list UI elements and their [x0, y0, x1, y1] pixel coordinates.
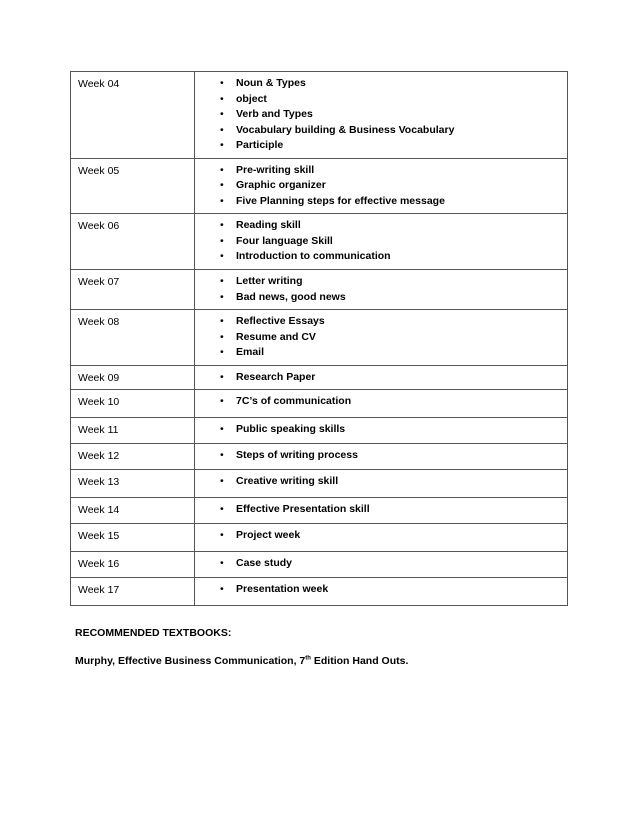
bullet-icon: • [220, 529, 224, 541]
bullet-icon: • [220, 250, 224, 262]
topic-item [195, 138, 567, 154]
topic-text: Research Paper [236, 370, 316, 383]
bullet-icon: • [220, 557, 224, 569]
topic-item [195, 474, 567, 490]
topic-item [195, 290, 567, 306]
topic-item [195, 163, 567, 179]
topics-cell [195, 270, 568, 310]
topic-item [195, 249, 567, 265]
topic-item [195, 274, 567, 290]
topic-list [195, 502, 567, 518]
bullet-icon: • [220, 92, 224, 105]
schedule-row [71, 310, 568, 366]
bullet-icon: • [220, 346, 224, 358]
topic-item [195, 345, 567, 361]
topic-text: Creative writing skill [236, 475, 339, 487]
bullet-icon: • [220, 139, 224, 151]
topics-cell [195, 578, 568, 606]
bullet-icon: • [220, 77, 224, 89]
schedule-row [71, 524, 568, 552]
week-cell: Week 14 [71, 498, 195, 524]
topic-item [195, 218, 567, 234]
topic-item [195, 502, 567, 518]
week-cell: Week 12 [71, 444, 195, 470]
bullet-icon: • [220, 503, 224, 515]
topic-text: Vocabulary building & Business Vocabulary [236, 123, 455, 136]
topic-text: Resume and CV [236, 330, 316, 343]
topics-cell [195, 444, 568, 470]
topic-text: 7C’s of communication [236, 395, 352, 407]
schedule-row [71, 270, 568, 310]
topic-item [195, 394, 567, 410]
topic-item [195, 556, 567, 572]
topic-text: Pre-writing skill [236, 163, 315, 176]
bullet-icon: • [220, 275, 224, 287]
bullet-icon: • [220, 475, 224, 487]
topic-text: Graphic organizer [236, 179, 326, 191]
topic-list [195, 582, 567, 598]
weekly-schedule-table [70, 71, 568, 606]
schedule-row [71, 552, 568, 578]
topic-list [195, 274, 567, 305]
topics-cell [195, 418, 568, 444]
bullet-icon: • [220, 123, 224, 136]
topic-text: Effective Presentation skill [236, 503, 370, 515]
textbook-entry-text: Murphy, Effective Business Communication, 7 [75, 655, 306, 667]
topic-text: Letter writing [236, 275, 303, 287]
week-cell: Week 10 [71, 390, 195, 418]
textbook-entry [75, 655, 408, 667]
textbook-edition-superscript: th [305, 655, 311, 662]
topics-cell [195, 498, 568, 524]
topic-list [195, 448, 567, 464]
topic-text: Reading skill [236, 219, 301, 231]
bullet-icon: • [220, 449, 224, 461]
topic-item [195, 178, 567, 194]
textbook-entry-suffix: Edition Hand Outs. [310, 655, 409, 667]
schedule-row [71, 214, 568, 270]
schedule-row [71, 365, 568, 390]
topic-item [195, 528, 567, 544]
topic-item [195, 370, 567, 386]
topic-list [195, 76, 567, 154]
week-cell: Week 11 [71, 418, 195, 444]
bullet-icon: • [220, 163, 224, 176]
schedule-row [71, 470, 568, 498]
schedule-body [71, 72, 568, 606]
topic-item [195, 448, 567, 464]
topic-item [195, 422, 567, 438]
topic-list [195, 163, 567, 210]
topic-item [195, 234, 567, 250]
topics-cell [195, 214, 568, 270]
topic-list [195, 370, 567, 386]
topics-cell [195, 552, 568, 578]
week-cell: Week 08 [71, 310, 195, 366]
topic-item [195, 107, 567, 123]
topics-cell [195, 470, 568, 498]
schedule-row [71, 390, 568, 418]
week-cell: Week 05 [71, 158, 195, 214]
bullet-icon: • [220, 370, 224, 383]
week-cell: Week 17 [71, 578, 195, 606]
topic-text: Steps of writing process [236, 449, 358, 461]
bullet-icon: • [220, 423, 224, 435]
schedule-row [71, 158, 568, 214]
topic-item [195, 76, 567, 92]
topic-text: Reflective Essays [236, 315, 325, 327]
week-cell: Week 15 [71, 524, 195, 552]
bullet-icon: • [220, 234, 224, 247]
topic-text: Public speaking skills [236, 423, 346, 435]
topic-text: Introduction to communication [236, 250, 391, 262]
topic-text: Presentation week [236, 583, 329, 595]
schedule-row [71, 72, 568, 159]
bullet-icon: • [220, 108, 224, 120]
topic-text: Case study [236, 557, 293, 569]
bullet-icon: • [220, 290, 224, 303]
bullet-icon: • [220, 395, 224, 407]
topic-text: Five Planning steps for effective message [236, 194, 445, 207]
bullet-icon: • [220, 179, 224, 191]
topic-list [195, 422, 567, 438]
schedule-row [71, 578, 568, 606]
bullet-icon: • [220, 315, 224, 327]
topic-text: Email [236, 346, 265, 358]
topics-cell [195, 158, 568, 214]
textbooks-heading: RECOMMENDED TEXTBOOKS: [75, 627, 232, 639]
topic-item [195, 92, 567, 108]
week-cell: Week 07 [71, 270, 195, 310]
topic-list [195, 218, 567, 265]
topics-cell [195, 72, 568, 159]
week-cell: Week 13 [71, 470, 195, 498]
topic-text: object [236, 92, 267, 105]
week-cell: Week 09 [71, 365, 195, 390]
schedule-row [71, 498, 568, 524]
topic-item [195, 123, 567, 139]
week-cell: Week 06 [71, 214, 195, 270]
topic-text: Bad news, good news [236, 290, 346, 303]
topics-cell [195, 390, 568, 418]
topic-text: Verb and Types [236, 108, 313, 120]
topic-list [195, 528, 567, 544]
topic-text: Project week [236, 529, 301, 541]
topic-item [195, 582, 567, 598]
topic-text: Noun & Types [236, 77, 306, 89]
topic-text: Participle [236, 139, 284, 151]
bullet-icon: • [220, 194, 224, 207]
topics-cell [195, 524, 568, 552]
topic-list [195, 394, 567, 410]
topic-item [195, 314, 567, 330]
schedule-row [71, 418, 568, 444]
week-cell: Week 16 [71, 552, 195, 578]
bullet-icon: • [220, 219, 224, 231]
topic-item [195, 330, 567, 346]
topic-item [195, 194, 567, 210]
topic-list [195, 556, 567, 572]
topic-list [195, 314, 567, 361]
schedule-row [71, 444, 568, 470]
week-cell: Week 04 [71, 72, 195, 159]
bullet-icon: • [220, 583, 224, 595]
topics-cell [195, 310, 568, 366]
topics-cell [195, 365, 568, 390]
topic-list [195, 474, 567, 490]
bullet-icon: • [220, 330, 224, 343]
topic-text: Four language Skill [236, 234, 333, 247]
